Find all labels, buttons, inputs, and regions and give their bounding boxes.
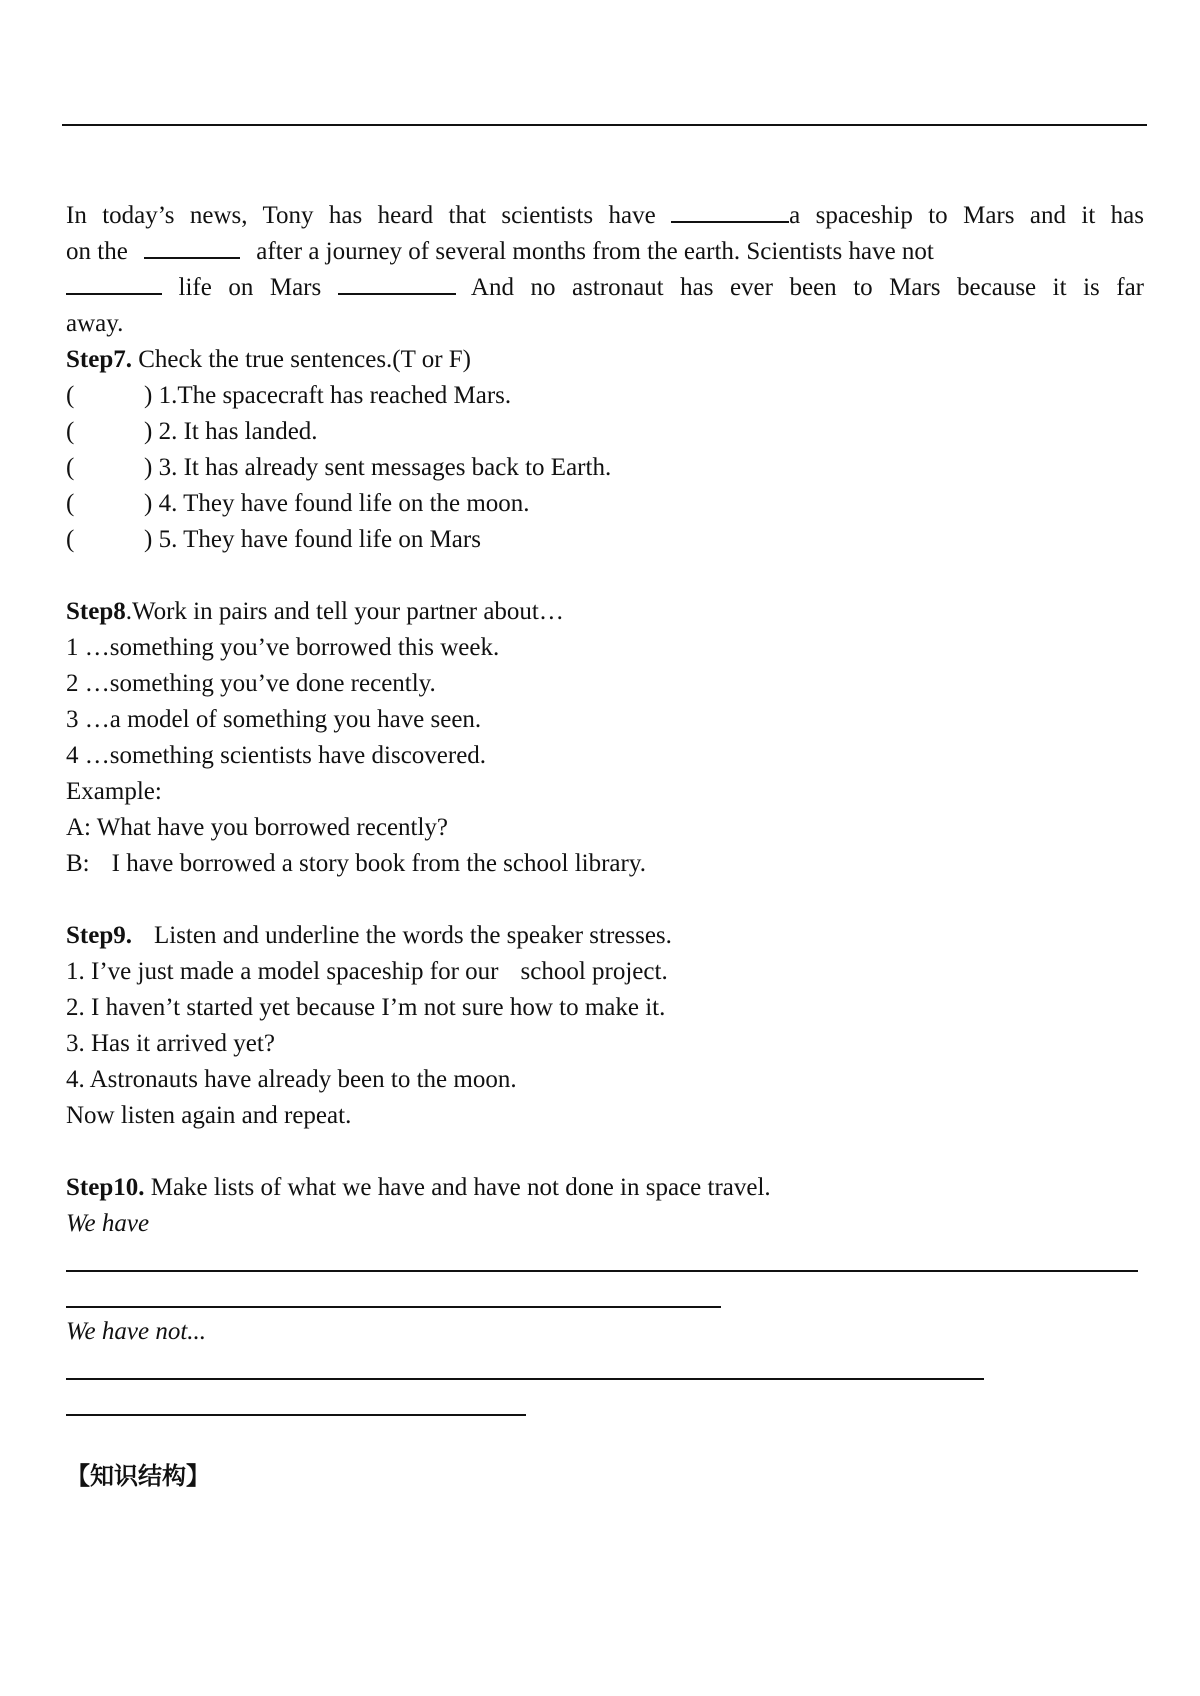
blank-2[interactable] — [144, 235, 240, 259]
example-b: B: I have borrowed a story book from the school library. — [66, 850, 646, 877]
example-a: A: What have you borrowed recently? — [66, 814, 449, 841]
step7-label: Step7. — [66, 346, 132, 373]
blank-4[interactable] — [338, 271, 456, 295]
answer-line[interactable] — [66, 1278, 1144, 1314]
step8-label: Step8 — [66, 598, 126, 625]
step7-instruction: Check the true sentences.(T or F) — [138, 346, 471, 373]
blank-3[interactable] — [66, 271, 162, 295]
tf-answer-slot[interactable]: ( — [66, 490, 75, 517]
list-item: 3. Has it arrived yet? — [66, 1030, 275, 1057]
list-item: 3 …a model of something you have seen. — [66, 706, 482, 733]
step10-instruction: Make lists of what we have and have not done in space travel. — [150, 1174, 771, 1201]
paragraph-line-1: In today’s news, Tony has heard that scientists have a spaceship to Mars and it has — [66, 198, 1144, 234]
paragraph-line-3: life on Mars And no astronaut has ever been to Mars because it is far — [66, 270, 1144, 306]
worksheet-content — [66, 198, 1144, 1494]
paragraph-line-2: on the after a journey of several months from the earth. Scientists have not — [66, 234, 1144, 270]
section-heading: 【知识结构】 — [66, 1462, 210, 1490]
paragraph-line-4: away. — [66, 310, 124, 337]
list-item: 1 …something you’ve borrowed this week. — [66, 634, 500, 661]
step8-instruction: .Work in pairs and tell your partner about… — [125, 598, 564, 625]
list-item: 2. I haven’t started yet because I’m not sure how to make it. — [66, 994, 666, 1021]
tf-item-3: ( ) 3. It has already sent messages back to Earth. — [66, 450, 1144, 486]
tf-item-5: ( ) 5. They have found life on Mars — [66, 522, 1144, 558]
list-item: 1. I’ve just made a model spaceship for our school project. — [66, 958, 668, 985]
step8-heading — [66, 594, 1144, 630]
step9-closing: Now listen again and repeat. — [66, 1102, 352, 1129]
list-item: 4 …something scientists have discovered. — [66, 742, 487, 769]
tf-answer-slot[interactable]: ( — [66, 382, 75, 409]
step10-heading — [66, 1170, 1144, 1206]
step10-label: Step10. — [66, 1174, 145, 1201]
tf-item-2: ( ) 2. It has landed. — [66, 414, 1144, 450]
we-have-not-label: We have not... — [66, 1318, 207, 1345]
we-have-label: We have — [66, 1210, 150, 1237]
list-item: 4. Astronauts have already been to the moon. — [66, 1066, 517, 1093]
answer-line[interactable] — [66, 1350, 1144, 1386]
step9-instruction: Listen and underline the words the speaker stresses. — [153, 922, 672, 949]
tf-item-4: ( ) 4. They have found life on the moon. — [66, 486, 1144, 522]
example-label: Example: — [66, 778, 162, 805]
tf-item-1: ( ) 1.The spacecraft has reached Mars. — [66, 378, 1144, 414]
blank-1[interactable] — [671, 199, 789, 223]
tf-answer-slot[interactable]: ( — [66, 526, 75, 553]
header-rule — [62, 124, 1147, 126]
step9-label: Step9. — [66, 922, 132, 949]
answer-line[interactable] — [66, 1386, 1144, 1422]
step7-heading — [66, 342, 1144, 378]
tf-answer-slot[interactable]: ( — [66, 418, 75, 445]
step9-heading — [66, 918, 1144, 954]
list-item: 2 …something you’ve done recently. — [66, 670, 436, 697]
answer-line[interactable] — [66, 1242, 1144, 1278]
tf-answer-slot[interactable]: ( — [66, 454, 75, 481]
